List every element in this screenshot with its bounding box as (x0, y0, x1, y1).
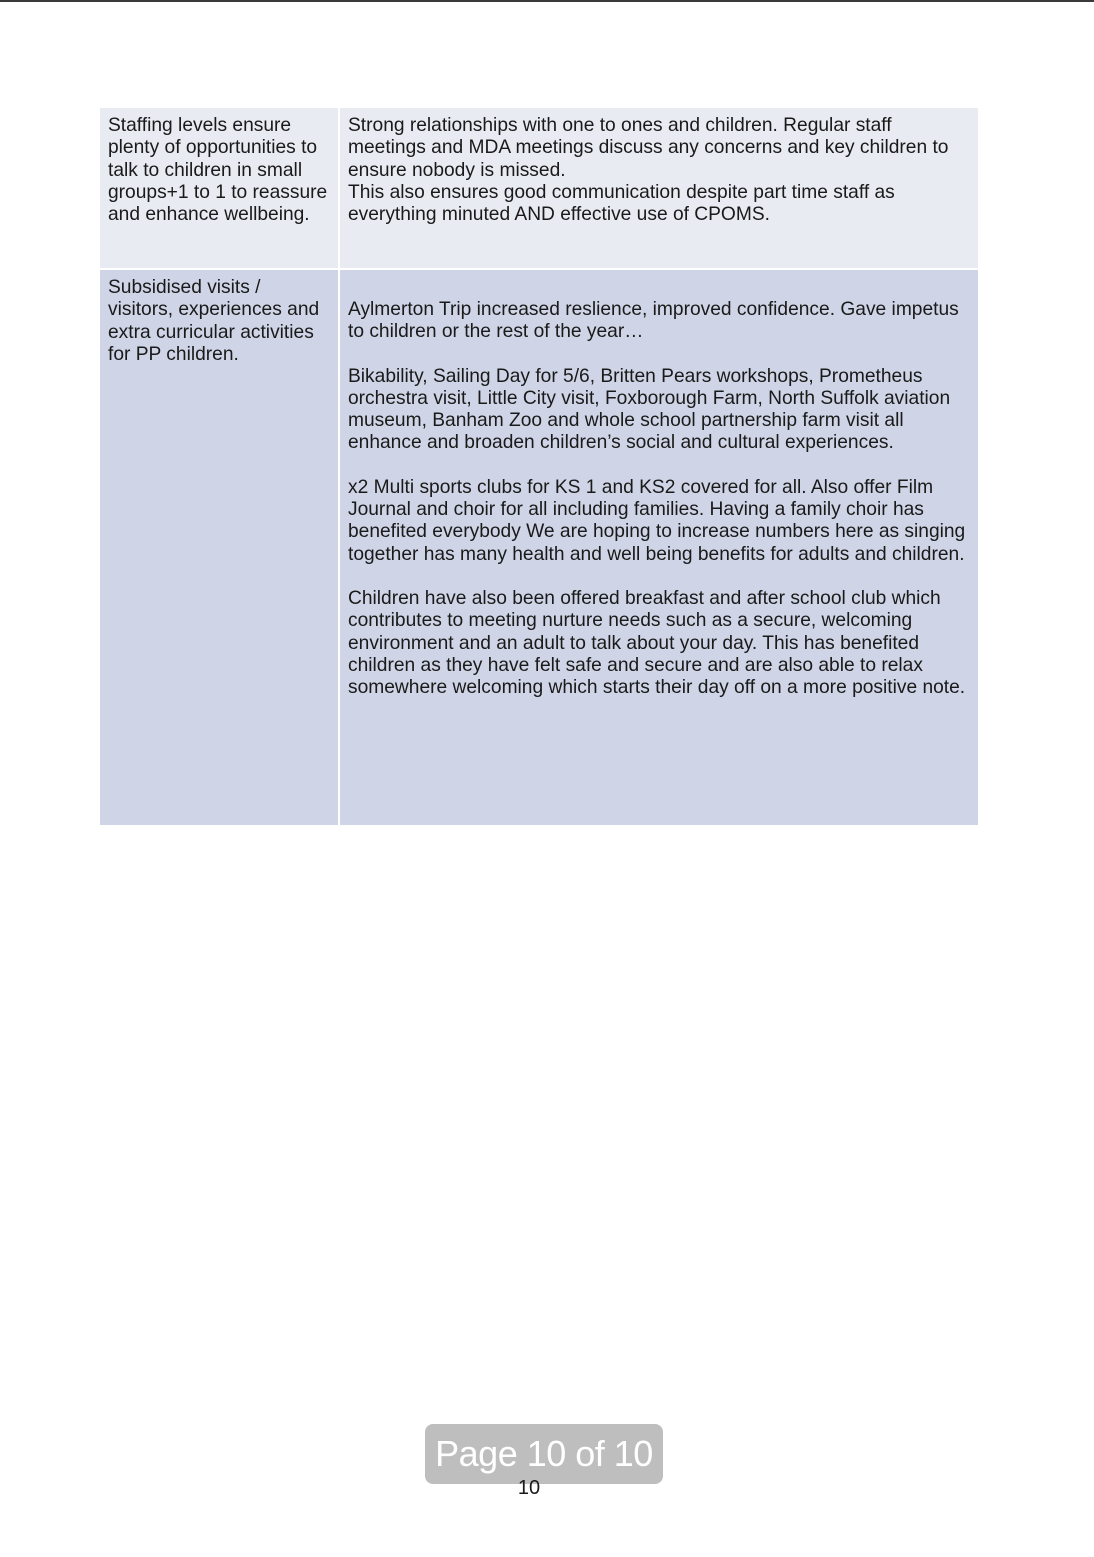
cell-paragraph: Strong relationships with one to ones and children. Regular staff meetings and MDA meetings discuss any concerns and key children to ensure nobody is missed. (348, 115, 949, 181)
cell-paragraph: x2 Multi sports clubs for KS 1 and KS2 covered for all. Also offer Film Journal and choir for all including families. Having a family choir has benefited everybody We are hoping to increase numbers here as singing together has many health and well being benefits for adults and children. (348, 476, 966, 565)
table-cell-impact (339, 108, 978, 269)
cell-text: Staffing levels ensure plenty of opportunities to talk to children in small groups+1 to 1 to reassure and enhance wellbeing. (108, 115, 328, 226)
table-cell-action (100, 269, 339, 825)
cell-paragraph: Aylmerton Trip increased reslience, improved confidence. Gave impetus to children or the rest of the year… (348, 299, 959, 343)
cell-paragraph: Children have also been offered breakfast and after school club which contributes to meeting nurture needs such as a secure, welcoming environment and an adult to talk about your day. This has benefited children as they have felt safe and secure and are also able to relax somewhere welcoming which starts their day off on a more positive note. (348, 587, 966, 699)
table-row (100, 108, 978, 269)
top-border (0, 0, 1094, 2)
cell-paragraph: This also ensures good communication despite part time staff as everything minuted AND effective use of CPOMS. (348, 181, 895, 226)
cell-text: Subsidised visits / visitors, experiences and extra curricular activities for PP children. (108, 277, 320, 365)
table-cell-action (100, 108, 339, 269)
footer-page-number: 10 (517, 1477, 541, 1499)
pupil-premium-table (100, 108, 978, 825)
table-row (100, 269, 978, 825)
page-indicator-badge: Page 10 of 10 (425, 1424, 663, 1484)
table-cell-impact (339, 269, 978, 825)
cell-paragraph: Bikability, Sailing Day for 5/6, Britten Pears workshops, Prometheus orchestra visit, Little City visit, Foxborough Farm, North Suffolk aviation museum, Banham Zoo and whole school partnership farm visit all enhance and broaden children’s social and cultural experiences. (348, 365, 951, 454)
